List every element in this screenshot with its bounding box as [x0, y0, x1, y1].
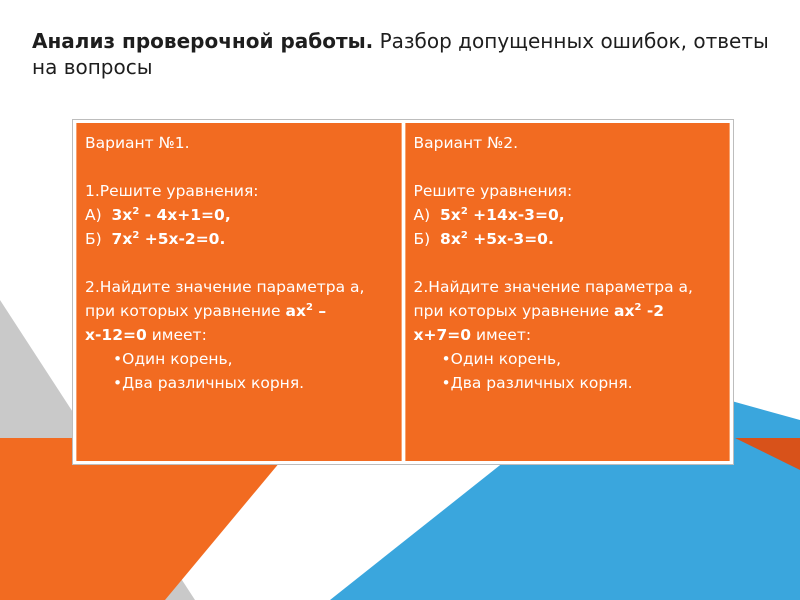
equation-a: А) $3х^2 - 4х+1=0$,	[85, 206, 231, 224]
variant-heading: Вариант №1.	[85, 134, 190, 152]
bullet-one-root: •Один корень,	[441, 350, 562, 368]
task1-label: Решите уравнения:	[413, 182, 573, 200]
page-title	[32, 28, 782, 80]
variant-1-cell	[76, 123, 402, 461]
variant-2-cell	[405, 123, 731, 461]
task2-text: 2.Найдите значение параметра а, при которых уравнение $ах^2 - х-12=0$ имеет:	[85, 278, 365, 344]
equation-b: Б) $7х^2 +5х-2=0$.	[85, 230, 226, 248]
title-bold: Анализ проверочной работы.	[32, 29, 374, 53]
bullet-two-roots: •Два различных корня.	[441, 374, 633, 392]
variant-heading: Вариант №2.	[413, 134, 519, 152]
equation-a: А) $5х^2 +14х-3=0$,	[413, 206, 565, 224]
bullet-one-root: •Один корень,	[113, 350, 233, 368]
equation-b: Б) $8х^2 +5х-3=0$.	[413, 230, 554, 248]
task2-text: 2.Найдите значение параметра а, при которых уравнение $ах^2$ -2 х+7=0 имеет:	[413, 278, 693, 344]
variants-table	[72, 119, 734, 465]
title-normal: Разбор допущенных ошибок, ответы на вопросы	[32, 29, 769, 79]
bullet-two-roots: •Два различных корня.	[113, 374, 305, 392]
task1-label: 1.Решите уравнения:	[85, 182, 259, 200]
